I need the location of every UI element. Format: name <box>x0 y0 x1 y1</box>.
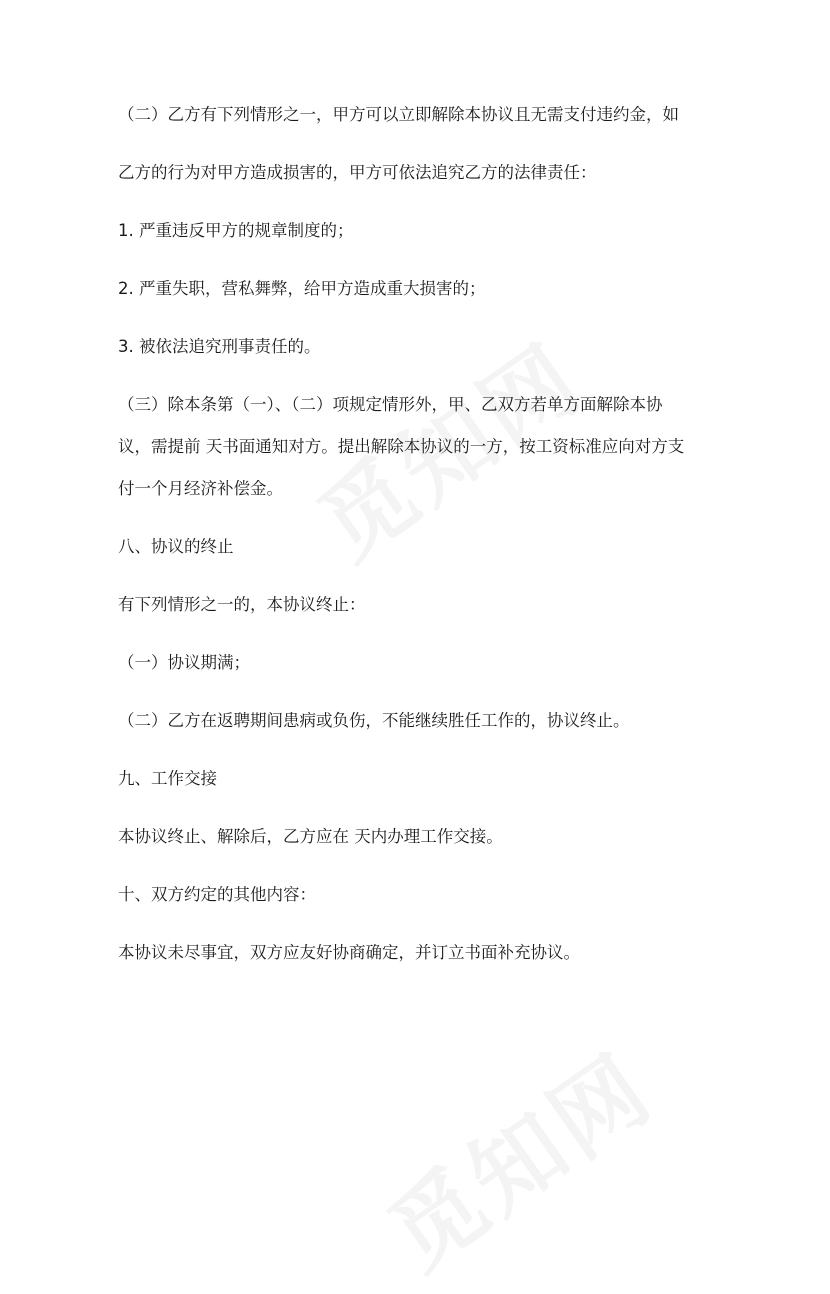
text-line: （三）除本条第（一）、（二）项规定情形外，甲、乙双方若单方面解除本协 <box>118 395 663 414</box>
text-line: 3. 被依法追究刑事责任的。 <box>118 337 321 356</box>
text-line: （二）乙方在返聘期间患病或负伤，不能继续胜任工作的，协议终止。 <box>118 711 630 730</box>
paragraph-breach-termination <box>118 100 718 188</box>
document-body <box>118 100 718 968</box>
section-heading-other <box>118 880 718 910</box>
paragraph-termination-intro <box>118 590 718 620</box>
text-line: （一）协议期满； <box>118 653 250 672</box>
text-line: 九、工作交接 <box>118 769 217 788</box>
text-line: 本协议未尽事宜，双方应友好协商确定，并订立书面补充协议。 <box>118 943 580 962</box>
list-item-illness <box>118 706 718 736</box>
paragraph-handover <box>118 822 718 852</box>
text-line: 八、协议的终止 <box>118 537 234 556</box>
text-line: 1. 严重违反甲方的规章制度的； <box>118 221 354 240</box>
text-line: 付一个月经济补偿金。 <box>118 479 283 498</box>
list-item-1 <box>118 216 718 246</box>
list-item-expiry <box>118 648 718 678</box>
section-heading-termination <box>118 532 718 562</box>
text-line: 本协议终止、解除后，乙方应在 天内办理工作交接。 <box>118 827 503 846</box>
section-heading-handover <box>118 764 718 794</box>
text-line: 有下列情形之一的，本协议终止： <box>118 595 366 614</box>
paragraph-supplementary <box>118 938 718 968</box>
list-item-3 <box>118 332 718 362</box>
text-line: 十、双方约定的其他内容： <box>118 885 316 904</box>
text-line: 2. 严重失职，营私舞弊，给甲方造成重大损害的； <box>118 279 486 298</box>
text-line: 议，需提前 天书面通知对方。提出解除本协议的一方，按工资标准应向对方支 <box>118 437 685 456</box>
paragraph-unilateral-termination <box>118 390 718 504</box>
text-line: （二）乙方有下列情形之一，甲方可以立即解除本协议且无需支付违约金，如 <box>118 105 679 124</box>
text-line: 乙方的行为对甲方造成损害的，甲方可依法追究乙方的法律责任： <box>118 163 597 182</box>
list-item-2 <box>118 274 718 304</box>
watermark <box>359 1018 676 1294</box>
